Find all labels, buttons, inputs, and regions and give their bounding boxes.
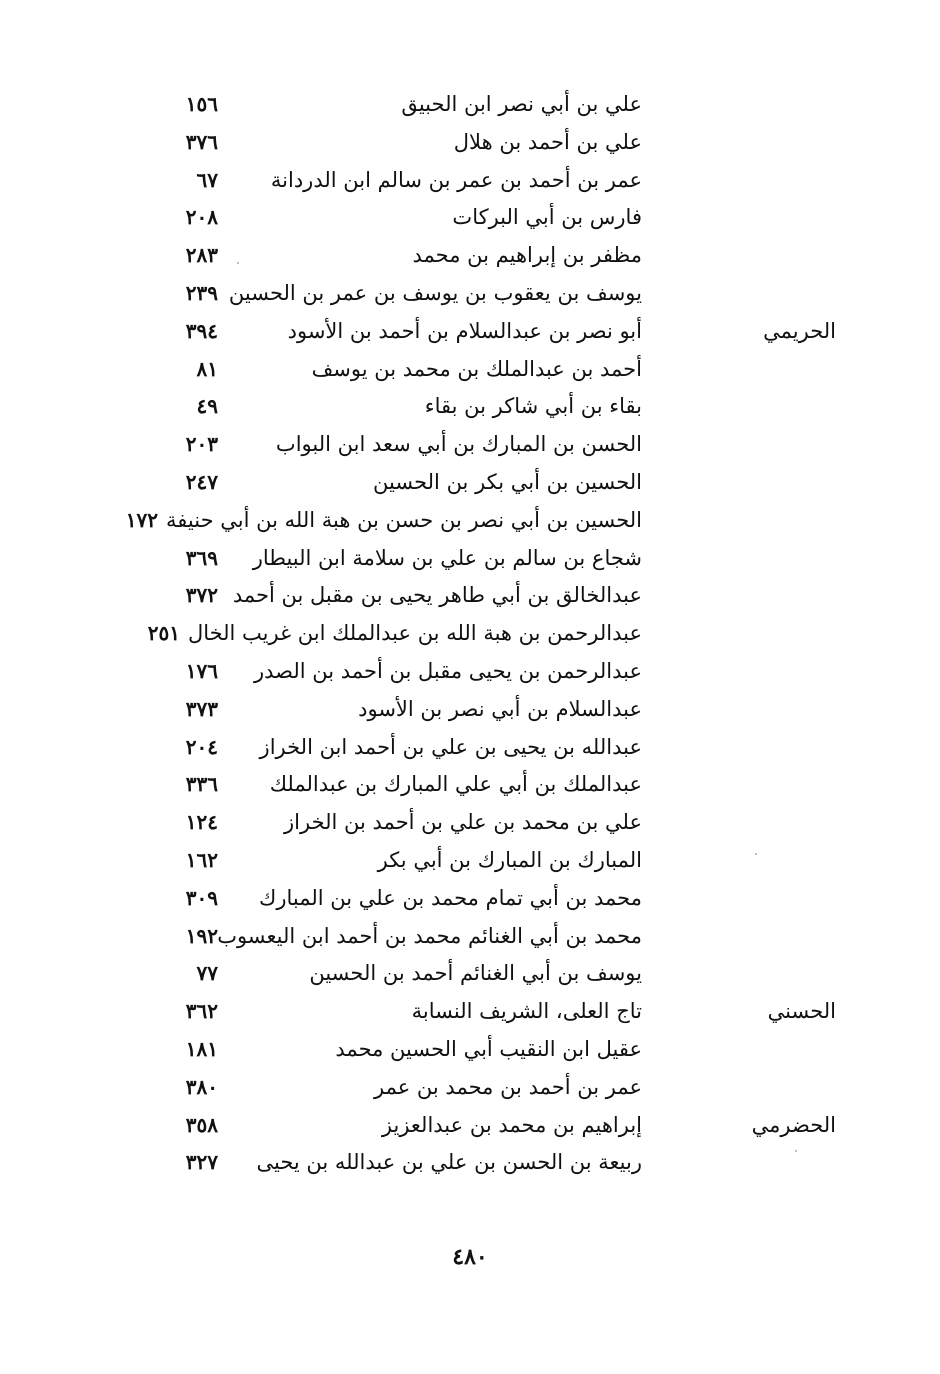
entry-name-text: مظفر بن إبراهيم بن محمد [412, 243, 642, 268]
entry-name [259, 880, 642, 916]
index-entry [0, 615, 940, 651]
index-entry [0, 729, 940, 765]
entry-page-number: ٢٨٣ [185, 243, 218, 268]
index-entry [0, 540, 940, 576]
entry-name-text: يوسف بن يعقوب بن يوسف بن عمر بن الحسين [228, 281, 642, 305]
entry-page-number: ٢٥١ [147, 621, 180, 646]
index-entry [0, 1069, 940, 1105]
entry-name-text: علي بن محمد بن علي بن أحمد بن الخراز [284, 810, 642, 835]
entry-name [412, 993, 642, 1029]
nisba-heading: الحضرمي [751, 1112, 836, 1137]
index-entry [0, 502, 940, 538]
entry-name-text: الحسين بن أبي نصر بن حسن بن هبة الله بن أبي حنيفة [166, 507, 642, 532]
entry-name-text: محمد بن أبي الغنائم محمد بن أحمد ابن اليعسوب [217, 923, 642, 948]
entry-name [309, 955, 642, 991]
entry-name-text: عمر بن أحمد بن عمر بن سالم ابن الدردانة [270, 167, 642, 192]
entry-name [382, 1107, 642, 1143]
entry-name-text: ربيعة بن الحسن بن علي بن عبدالله بن يحيى [256, 1150, 642, 1175]
entry-name [217, 918, 642, 954]
entry-name [335, 1031, 642, 1067]
index-entry [0, 766, 940, 802]
entry-name-text: فارس بن أبي البركات [452, 205, 642, 230]
index-entry [0, 124, 940, 160]
entry-name-text: أحمد بن عبدالملك بن محمد بن يوسف [311, 356, 642, 381]
entry-name-text: بقاء بن أبي شاكر بن بقاء [424, 394, 642, 419]
entry-name-text: محمد بن أبي تمام محمد بن علي بن المبارك [259, 885, 642, 910]
entry-name-text: عبدالسلام بن أبي نصر بن الأسود [358, 696, 642, 721]
entry-name-text: يوسف بن أبي الغنائم أحمد بن الحسين [309, 961, 642, 986]
entry-name-text: عقيل ابن النقيب أبي الحسين محمد [335, 1037, 642, 1061]
index-entry [0, 918, 940, 954]
entry-page-number: ١٧٢ [125, 507, 159, 532]
entry-page-number: ٨١ [196, 356, 218, 381]
entry-name-text: تاج العلى، الشريف النسابة [411, 999, 642, 1024]
entry-name [276, 426, 642, 462]
entry-name [288, 313, 642, 349]
entry-page-number: ٣٧٦ [185, 129, 218, 154]
entry-page-number: ١٧٦ [185, 659, 218, 683]
entry-name [358, 691, 642, 727]
entry-name-text: شجاع بن سالم بن علي بن سلامة ابن البيطار [252, 545, 642, 570]
index-entry [0, 842, 940, 878]
index-entry [0, 162, 940, 198]
entry-name-text: الحسين بن أبي بكر بن الحسين [373, 470, 642, 494]
entry-page-number: ٣٦٩ [185, 545, 218, 570]
entry-name [312, 351, 642, 387]
entry-name [373, 464, 642, 500]
entry-page-number: ٢٣٩ [185, 281, 218, 305]
entry-name [412, 237, 642, 273]
entry-name [260, 729, 642, 765]
entry-name [271, 162, 642, 198]
scan-speck [795, 1150, 797, 1152]
entry-name [270, 766, 642, 802]
nisba-heading: الحريمي [763, 318, 836, 343]
entry-name [233, 577, 642, 613]
entry-page-number: ٣٧٢ [185, 583, 218, 608]
entry-name-text: عبدالرحمن بن هبة الله بن عبدالملك ابن غريب الخال [187, 621, 642, 646]
index-entry [0, 275, 940, 311]
index-entry [0, 199, 940, 235]
index-entry [0, 691, 940, 727]
scan-speck [755, 853, 757, 855]
entry-page-number: ١٦٢ [185, 848, 218, 872]
entry-page-number: ١٩٢ [185, 923, 218, 948]
entry-name-text: علي بن أحمد بن هلال [453, 129, 642, 154]
entry-name [374, 1069, 642, 1105]
entry-page-number: ١٢٤ [185, 810, 218, 835]
entry-name [425, 388, 642, 424]
entry-name-text: إبراهيم بن محمد بن عبدالعزيز [381, 1112, 642, 1137]
entry-page-number: ٧٧ [196, 961, 218, 986]
entry-page-number: ٤٩ [196, 394, 218, 419]
entry-name-text: أبو نصر بن عبدالسلام بن أحمد بن الأسود [287, 318, 642, 343]
nisba-heading: الحسني [767, 999, 836, 1024]
index-entry [0, 1031, 940, 1067]
entry-name-text: عمر بن أحمد بن محمد بن عمر [373, 1074, 642, 1099]
entry-name-text: الحسن بن المبارك بن أبي سعد ابن البواب [275, 432, 642, 457]
index-entry [0, 577, 940, 613]
index-entry [0, 388, 940, 424]
entry-name [229, 275, 642, 311]
index-entry [0, 653, 940, 689]
entry-page-number: ٢٠٤ [185, 734, 218, 759]
entry-name [378, 842, 642, 878]
entry-page-number: ٣٩٤ [185, 318, 218, 343]
entry-name-text: عبدالله بن يحيى بن علي بن أحمد ابن الخراز [259, 734, 642, 759]
entry-page-number: ٣٣٦ [185, 772, 218, 797]
entry-page-number: ٦٧ [196, 167, 218, 192]
entry-page-number: ٣٢٧ [185, 1150, 218, 1175]
entry-name [452, 199, 642, 235]
entry-page-number: ٣٨٠ [185, 1074, 218, 1099]
entry-name [253, 540, 642, 576]
index-entry [0, 804, 940, 840]
entry-page-number: ٢٠٣ [185, 432, 218, 457]
index-entry [0, 1107, 940, 1143]
entry-name [401, 86, 642, 122]
page-number: ٤٨٠ [452, 1244, 488, 1270]
entry-page-number: ٣٠٩ [185, 885, 218, 910]
index-entry [0, 993, 940, 1029]
entry-name [454, 124, 642, 160]
entry-page-number: ٣٥٨ [185, 1112, 218, 1137]
index-entry [0, 955, 940, 991]
index-entry [0, 86, 940, 122]
entry-page-number: ٣٧٣ [185, 696, 218, 721]
entry-name [126, 502, 642, 538]
entry-name-text: علي بن أبي نصر ابن الحبيق [401, 92, 642, 116]
entry-name [284, 804, 642, 840]
entry-name-text: عبدالخالق بن أبي طاهر يحيى بن مقبل بن أحمد [232, 583, 642, 608]
index-entry [0, 351, 940, 387]
entry-name-text: المبارك بن المبارك بن أبي بكر [377, 848, 642, 872]
entry-page-number: ٢٠٨ [185, 205, 218, 230]
entry-name-text: عبدالملك بن أبي علي المبارك بن عبدالملك [269, 772, 642, 797]
index-entry [0, 426, 940, 462]
entry-page-number: ٣٦٢ [185, 999, 218, 1024]
entry-page-number: ٢٤٧ [185, 470, 218, 494]
index-entry [0, 464, 940, 500]
entry-page-number: ١٥٦ [185, 92, 218, 116]
entry-name [148, 615, 642, 651]
entry-page-number: ١٨١ [185, 1037, 218, 1061]
index-entry [0, 313, 940, 349]
entry-name-text: عبدالرحمن بن يحيى مقبل بن أحمد بن الصدر [254, 659, 642, 683]
entry-name [254, 653, 642, 689]
index-entry [0, 880, 940, 916]
scan-speck [237, 262, 239, 264]
index-entry [0, 1144, 940, 1180]
index-entry [0, 237, 940, 273]
entry-name [256, 1144, 642, 1180]
